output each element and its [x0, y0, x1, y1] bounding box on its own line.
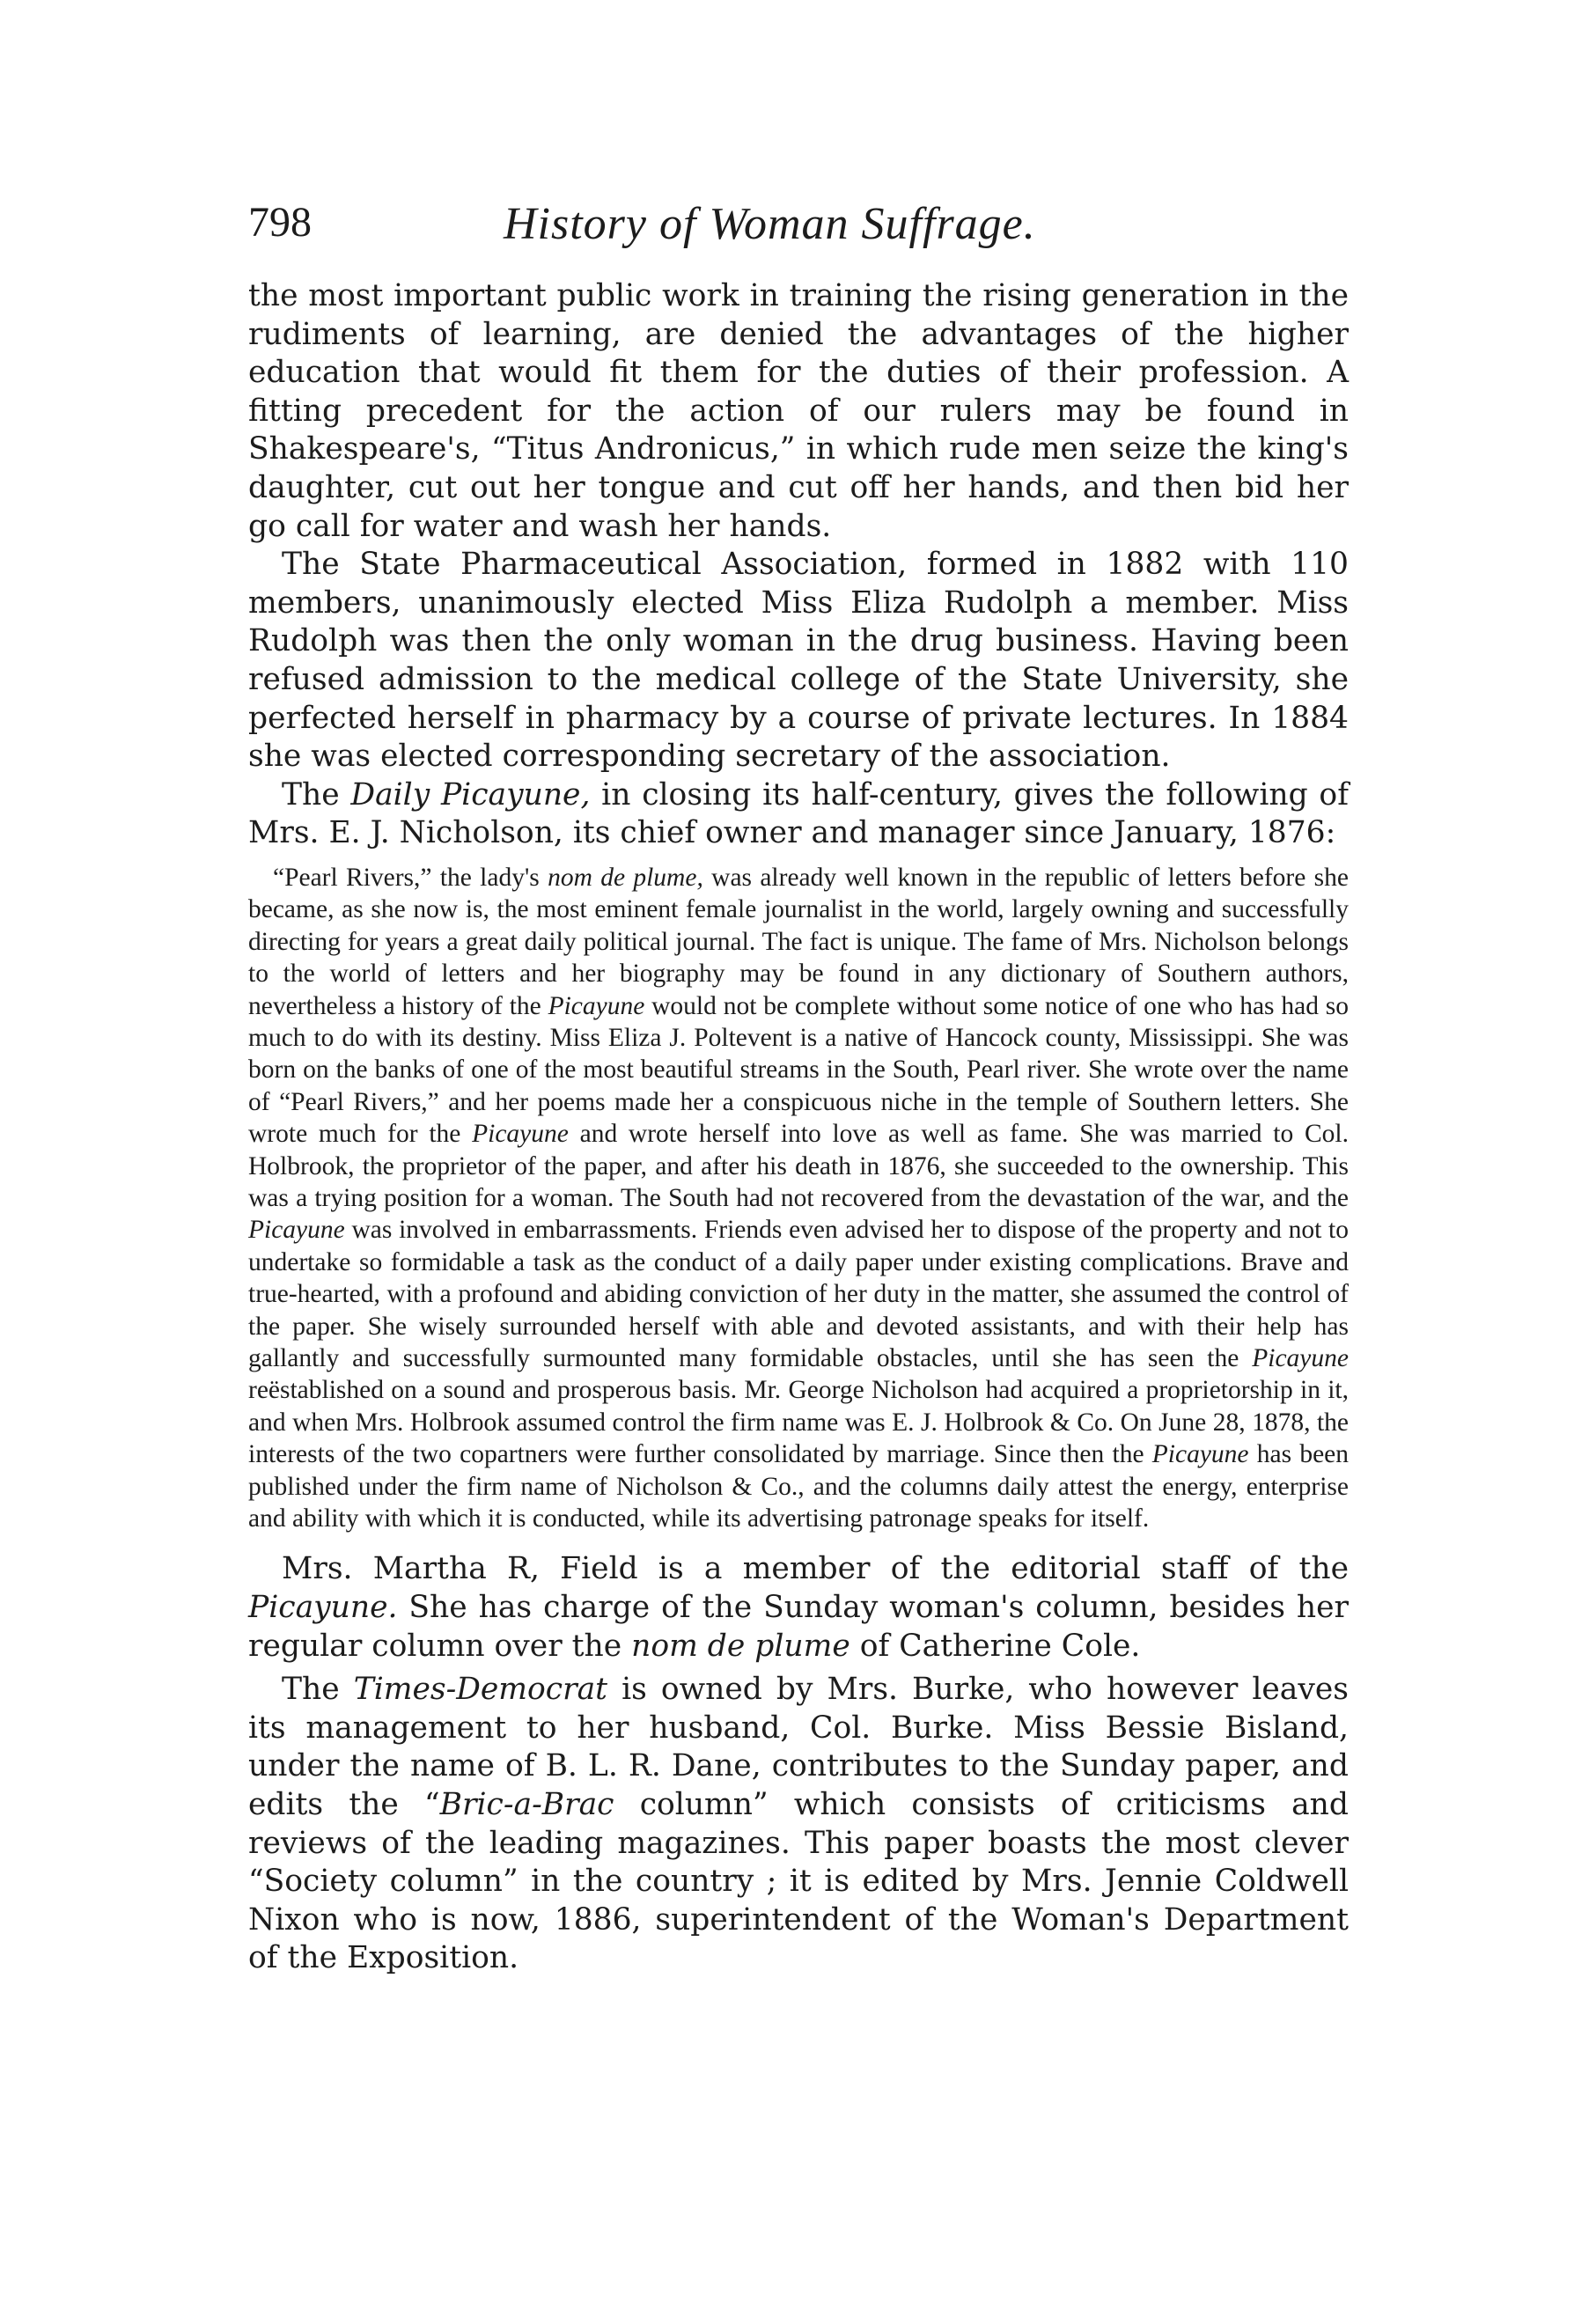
italic-run: nom de plume [631, 1628, 850, 1664]
text-run: was already well known in the republic of letters before she became, as she now is, the most eminent female journalist in the world, largely owning and successfully directing for years a great daily political journal. The fact is unique. The fame of Mrs. Nicholson belongs to the world of letters and her biography may be found in any dictionary of Southern authors, nevertheless a history of the [248, 863, 1349, 1020]
italic-run: Daily Picayune, [350, 776, 591, 813]
italic-run: Picayune [548, 991, 645, 1020]
text-run: Mrs. Martha R, Field is a member of the editorial staff of the [282, 1551, 1349, 1587]
italic-run: Picayune [472, 1120, 569, 1149]
text-run: She has charge of the Sunday woman's column, besides her regular column over the [248, 1590, 1349, 1664]
text-run: is owned by Mrs. Burke, who however leaves its management to her husband, Col. Burke. Miss Bessie Bisland, under the name of B. L. R. Dane, contributes to the Sunday paper, and edits the “ [248, 1672, 1349, 1822]
italic-run: Times-Democrat [353, 1672, 608, 1708]
text-run: column” which consists of criticisms and reviews of the leading magazines. This paper boasts the most clever “Society column” in the country ; it is edited by Mrs. Jennie Coldwell Nixon who is now, 1886, superintendent of the Woman's Department of the Exposition. [248, 1787, 1349, 1976]
text-run: was involved in embarrassments. Friends even advised her to dispose of the property and not to undertake so formidable a task as the conduct of a daily paper under existing complications. Brave and true-hearted, with a profound and abiding conviction of her duty in the matter, she assumed the control of the paper. She wisely surrounded herself with able and devoted assistants, and with their help has gallantly and successfully surmounted many formidable obstacles, until she has seen the [248, 1216, 1349, 1372]
text-run: and wrote herself into love as well as fame. She was married to Col. Holbrook, the proprietor of the paper, and after his death in 1876, she succeeded to the ownership. This was a trying position for a woman. The South had not recovered from the devastation of the war, and the [248, 1120, 1349, 1212]
book-page [248, 198, 1349, 1978]
paragraph-picayune-intro [248, 776, 1349, 853]
text-run: “Pearl Rivers,” the lady's [273, 863, 548, 892]
paragraph-field [248, 1550, 1349, 1666]
quote-paragraph [248, 862, 1349, 1535]
text-run: of Catherine Cole. [849, 1628, 1141, 1664]
page-number: 798 [248, 199, 312, 246]
text-run: would not be complete without some notice of one who has had so much to do with its destiny. Miss Eliza J. Poltevent is a native of Hancock county, Mississippi. She was born on the banks of one of the most beautiful streams in the South, Pearl river. She wrote over the name of “Pearl Rivers,” and her poems made her a conspicuous niche in the temple of Southern letters. She wrote much for the [248, 991, 1349, 1149]
running-title: History of Woman Suffrage. [504, 199, 1036, 249]
running-head [248, 198, 1349, 277]
paragraph-times-democrat [248, 1671, 1349, 1978]
italic-run: Picayune [1151, 1440, 1249, 1469]
text-run: in closing its half-century, gives the following of Mrs. E. J. Nicholson, its chief owner and manager since January, 1876: [248, 776, 1349, 851]
text-run: has been published under the firm name of Nicholson & Co., and the columns daily attest the energy, enterprise and ability with which it is conducted, while its advertising patronage speaks for itself. [248, 1440, 1350, 1533]
italic-run: Picayune [1252, 1344, 1349, 1372]
paragraph-continued: the most important public work in training the rising generation in the rudiments of learning, are denied the advantages of the higher education that would fit them for the duties of their profession. A fitting precedent for the action of our rulers may be found in Shakespeare's, “Titus Andronicus,” in which rude men seize the king's daughter, cut out her tongue and cut off her hands, and then bid her go call for water and wash her hands. [248, 278, 1349, 544]
block-quote [248, 862, 1349, 1535]
italic-run: Picayune [248, 1216, 345, 1245]
text-run: reëstablished on a sound and prosperous basis. Mr. George Nicholson had acquired a proprietorship in it, and when Mrs. Holbrook assumed control the firm name was E. J. Holbrook & Co. On June 28, 1878, the interests of the two copartners were further consolidated by marriage. Since then the [248, 1376, 1349, 1469]
text-run: The [282, 1672, 354, 1708]
italic-run: Picayune. [248, 1590, 398, 1626]
text-run: The [282, 776, 351, 813]
italic-run: nom de plume, [548, 863, 703, 892]
main-text-continued [248, 1550, 1349, 1978]
main-text [248, 277, 1349, 853]
paragraph-pharmaceutical: The State Pharmaceutical Association, formed in 1882 with 110 members, unanimously elected Miss Eliza Rudolph a member. Miss Rudolph was then the only woman in the drug business. Having been refused admission to the medical college of the State University, she perfected herself in pharmacy by a course of private lectures. In 1884 she was elected corresponding secretary of the association. [248, 547, 1349, 775]
italic-run: Bric-a-Brac [439, 1787, 614, 1822]
